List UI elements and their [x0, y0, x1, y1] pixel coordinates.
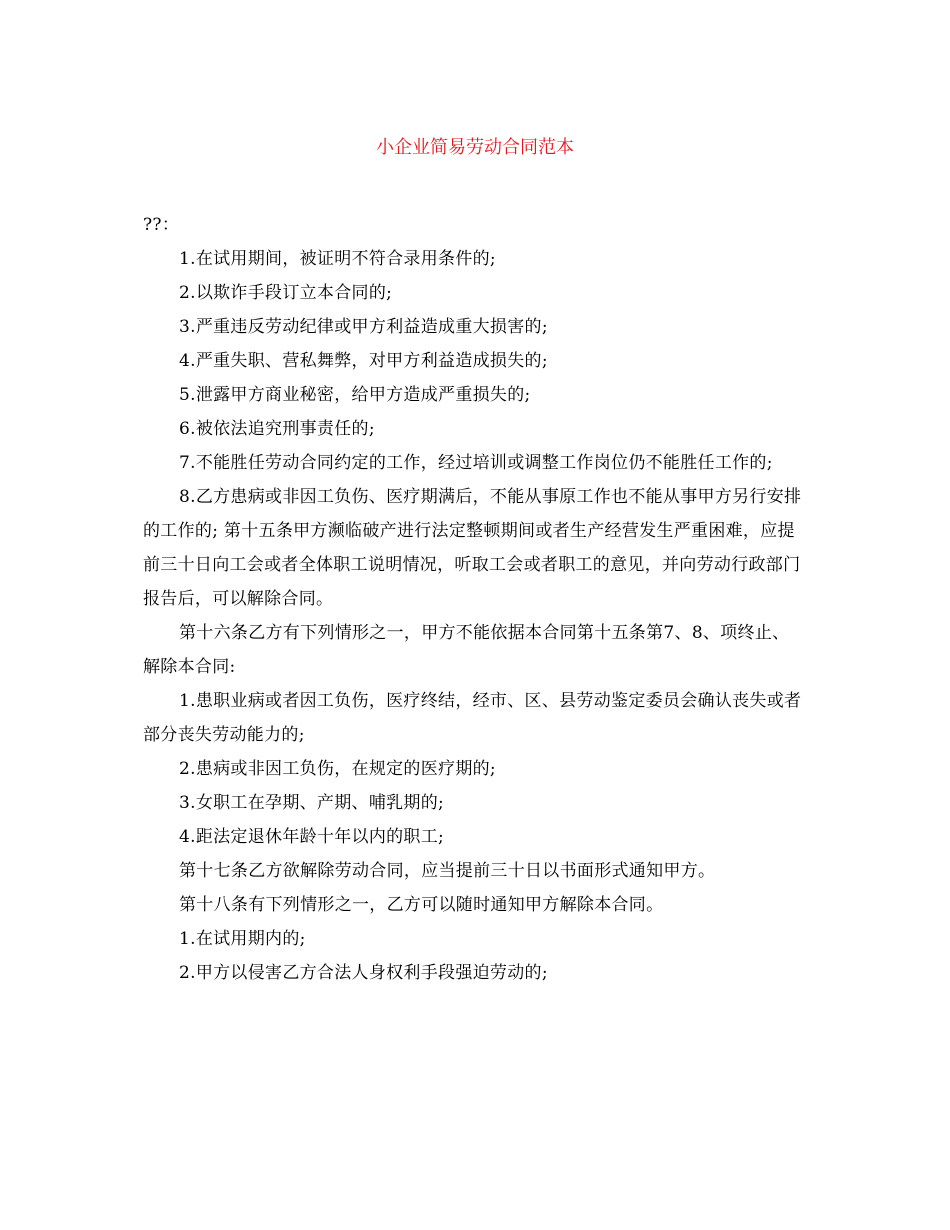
paragraph: 1.在试用期间，被证明不符合录用条件的;	[179, 249, 496, 269]
document-body	[143, 208, 805, 990]
paragraph: 2.患病或非因工负伤，在规定的医疗期的;	[179, 759, 496, 779]
paragraph: ??：	[143, 215, 180, 235]
document-title: 小企业简易劳动合同范本	[376, 137, 574, 158]
paragraph: 7.不能胜任劳动合同约定的工作，经过培训或调整工作岗位仍不能胜任工作的;	[179, 453, 773, 473]
paragraph: 2.以欺诈手段订立本合同的;	[179, 283, 393, 303]
paragraph: 第十六条乙方有下列情形之一，甲方不能依据本合同第十五条第7、8、项终止、解除本合同:	[143, 623, 790, 677]
paragraph: 6.被依法追究刑事责任的;	[179, 419, 375, 439]
paragraph: 3.严重违反劳动纪律或甲方利益造成重大损害的;	[179, 317, 548, 337]
paragraph: 第十七条乙方欲解除劳动合同，应当提前三十日以书面形式通知甲方。	[179, 861, 716, 881]
paragraph: 1.患职业病或者因工负伤，医疗终结，经市、区、县劳动鉴定委员会确认丧失或者部分丧失劳动能力的;	[143, 691, 802, 745]
paragraph: 8.乙方患病或非因工负伤、医疗期满后，不能从事原工作也不能从事甲方另行安排的工作的; 第十五条甲方濒临破产进行法定整顿期间或者生产经营发生严重困难，应提前三十日向工会或者全体职工说明情况，听取工会或者职工的意见，并向劳动行政部门报告后，可以解除合同。	[143, 487, 802, 609]
paragraph: 1.在试用期内的;	[179, 929, 306, 949]
paragraph: 4.距法定退休年龄十年以内的职工;	[179, 827, 445, 847]
paragraph: 2.甲方以侵害乙方合法人身权利手段强迫劳动的;	[179, 963, 548, 983]
paragraph: 3.女职工在孕期、产期、哺乳期的;	[179, 793, 445, 813]
paragraph: 5.泄露甲方商业秘密，给甲方造成严重损失的;	[179, 385, 531, 405]
paragraph: 第十八条有下列情形之一，乙方可以随时通知甲方解除本合同。	[179, 895, 664, 915]
paragraph: 4.严重失职、营私舞弊，对甲方利益造成损失的;	[179, 351, 548, 371]
